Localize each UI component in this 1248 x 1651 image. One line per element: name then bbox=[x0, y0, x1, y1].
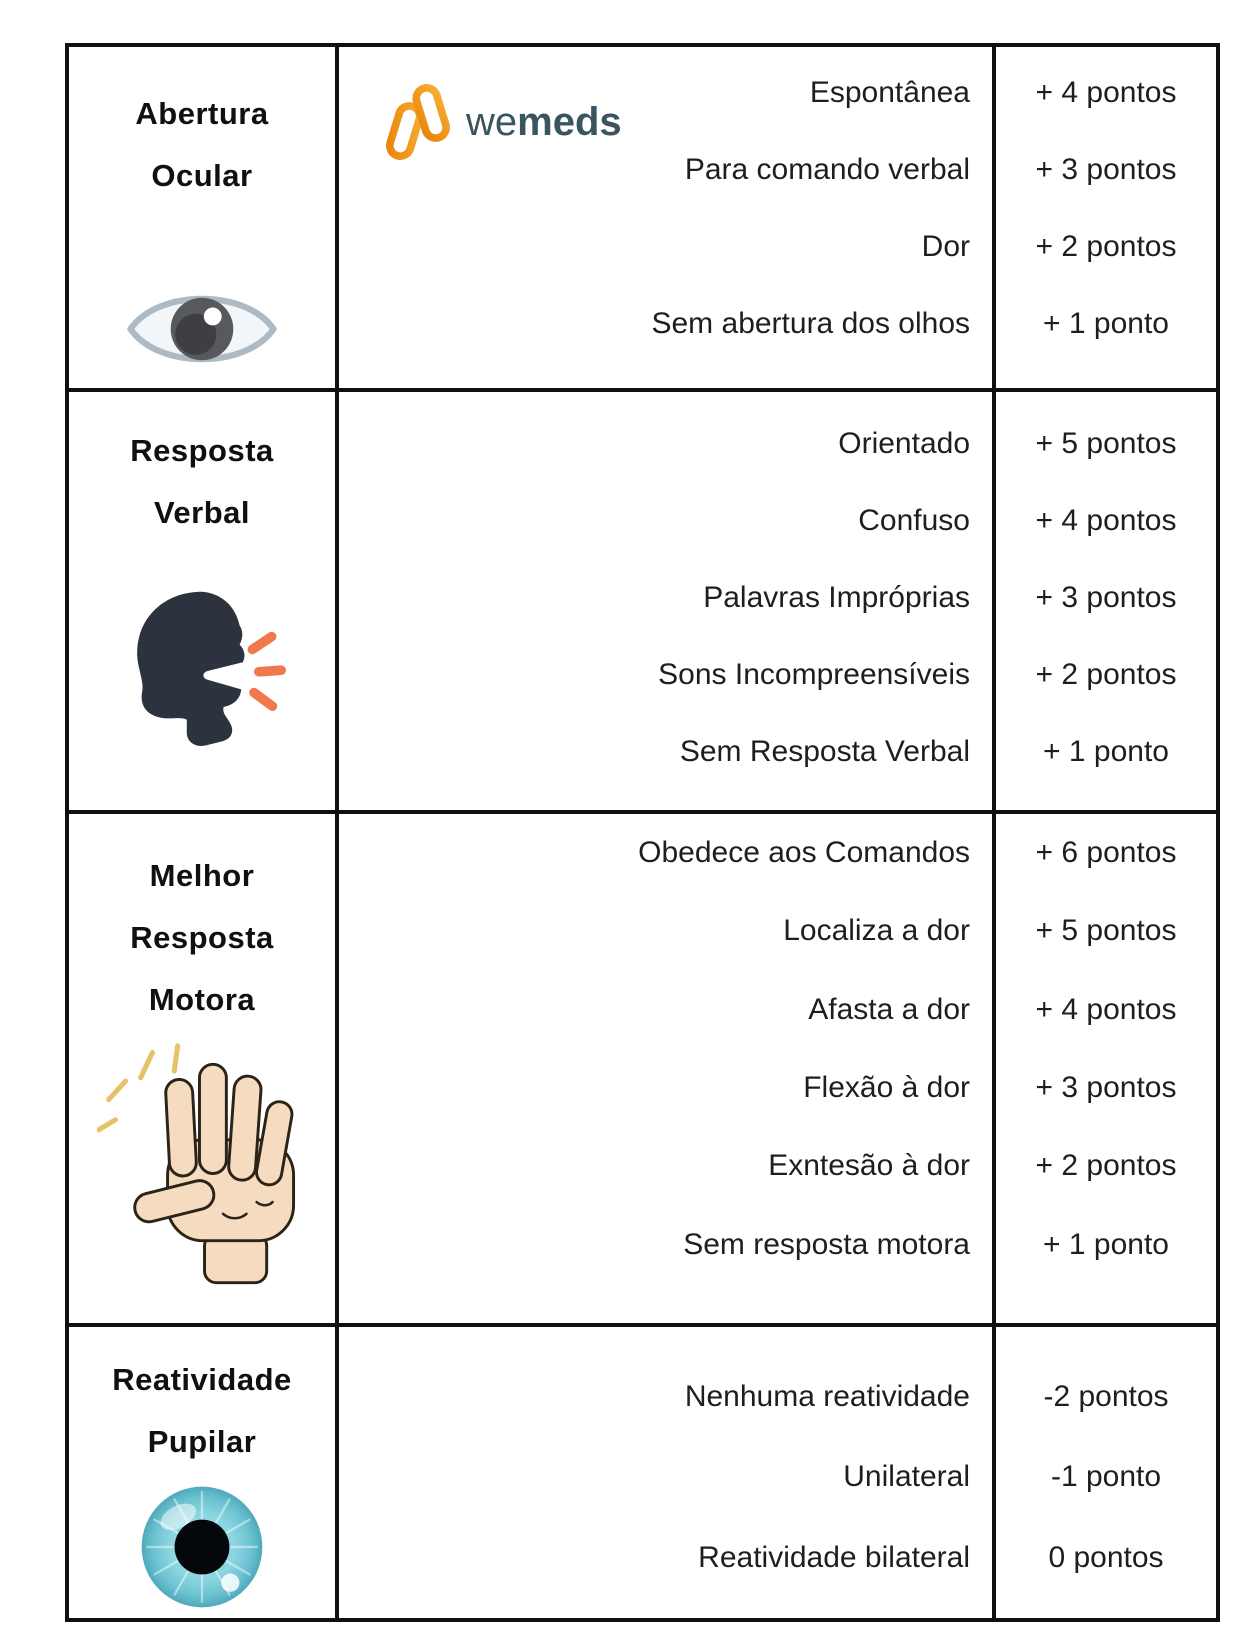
category-title-line: Verbal bbox=[153, 495, 251, 530]
item-points: + 3 pontos bbox=[1035, 1071, 1177, 1105]
item-points: -2 pontos bbox=[1043, 1380, 1169, 1414]
points-cell bbox=[996, 392, 1216, 810]
logo-text-we: we bbox=[466, 100, 518, 144]
item-points: + 1 ponto bbox=[1043, 1227, 1169, 1261]
item-label: Sem Resposta Verbal bbox=[679, 735, 970, 769]
options-cell bbox=[339, 392, 996, 810]
category-header bbox=[135, 83, 268, 207]
category-title-line: Reatividade bbox=[112, 1362, 292, 1397]
category-title-line: Melhor bbox=[149, 858, 255, 893]
glasgow-scale-table bbox=[65, 43, 1220, 1622]
item-label: Sem abertura dos olhos bbox=[651, 306, 970, 340]
item-points: + 3 pontos bbox=[1035, 580, 1177, 614]
item-points: + 1 ponto bbox=[1043, 306, 1169, 340]
category-cell-melhor-resposta-motora bbox=[69, 814, 339, 1323]
item-points: + 6 pontos bbox=[1035, 836, 1177, 870]
item-points: -1 ponto bbox=[1050, 1460, 1162, 1494]
row-reatividade-pupilar bbox=[69, 1327, 1216, 1618]
eye-icon bbox=[126, 277, 278, 381]
points-cell bbox=[996, 814, 1216, 1323]
category-title-line: Pupilar bbox=[147, 1424, 257, 1459]
item-points: + 4 pontos bbox=[1035, 992, 1177, 1026]
category-title-line: Ocular bbox=[151, 158, 253, 193]
item-label: Exntesão à dor bbox=[768, 1149, 970, 1183]
speaking-head-icon bbox=[118, 587, 286, 751]
item-points: + 2 pontos bbox=[1035, 658, 1177, 692]
row-resposta-verbal bbox=[69, 392, 1216, 814]
category-title-line: Resposta bbox=[130, 433, 274, 468]
item-points: 0 pontos bbox=[1048, 1540, 1164, 1574]
item-label: Unilateral bbox=[843, 1460, 970, 1494]
item-label: Nenhuma reatividade bbox=[684, 1380, 970, 1414]
category-header bbox=[112, 1349, 292, 1473]
item-label: Confuso bbox=[858, 503, 970, 537]
item-label: Localiza a dor bbox=[783, 914, 970, 948]
points-cell bbox=[996, 47, 1216, 388]
options-cell bbox=[339, 47, 996, 388]
item-points: + 2 pontos bbox=[1035, 1149, 1177, 1183]
item-label: Reatividade bilateral bbox=[698, 1540, 970, 1574]
item-label: Obedece aos Comandos bbox=[638, 836, 970, 870]
item-label: Orientado bbox=[838, 426, 970, 460]
item-points: + 2 pontos bbox=[1035, 229, 1177, 263]
item-points: + 5 pontos bbox=[1035, 914, 1177, 948]
item-label: Flexão à dor bbox=[803, 1071, 970, 1105]
row-abertura-ocular bbox=[69, 47, 1216, 392]
iris-icon bbox=[138, 1483, 266, 1611]
wemeds-logo-text bbox=[466, 102, 622, 142]
row-melhor-resposta-motora bbox=[69, 814, 1216, 1327]
options-cell bbox=[339, 1327, 996, 1618]
item-label: Afasta a dor bbox=[808, 992, 970, 1026]
item-points: + 3 pontos bbox=[1035, 153, 1177, 187]
category-cell-resposta-verbal bbox=[69, 392, 339, 810]
item-points: + 4 pontos bbox=[1035, 76, 1177, 110]
options-cell bbox=[339, 814, 996, 1323]
category-header bbox=[130, 845, 274, 1031]
wemeds-logo-icon bbox=[383, 83, 453, 161]
hand-icon bbox=[97, 1039, 307, 1287]
category-title-line: Resposta bbox=[130, 920, 274, 955]
item-label: Dor bbox=[921, 229, 970, 263]
item-label: Palavras Impróprias bbox=[703, 580, 970, 614]
item-points: + 1 ponto bbox=[1043, 735, 1169, 769]
item-points: + 4 pontos bbox=[1035, 503, 1177, 537]
points-cell bbox=[996, 1327, 1216, 1618]
item-label: Para comando verbal bbox=[684, 153, 970, 187]
item-label: Espontânea bbox=[809, 76, 970, 110]
category-title-line: Abertura bbox=[135, 96, 269, 131]
wemeds-logo bbox=[383, 83, 622, 161]
category-cell-abertura-ocular bbox=[69, 47, 339, 388]
logo-text-meds: meds bbox=[517, 100, 622, 144]
item-points: + 5 pontos bbox=[1035, 426, 1177, 460]
category-cell-reatividade-pupilar bbox=[69, 1327, 339, 1618]
category-title-line: Motora bbox=[148, 982, 256, 1017]
item-label: Sons Incompreensíveis bbox=[658, 658, 970, 692]
category-header bbox=[130, 420, 274, 544]
item-label: Sem resposta motora bbox=[683, 1227, 970, 1261]
